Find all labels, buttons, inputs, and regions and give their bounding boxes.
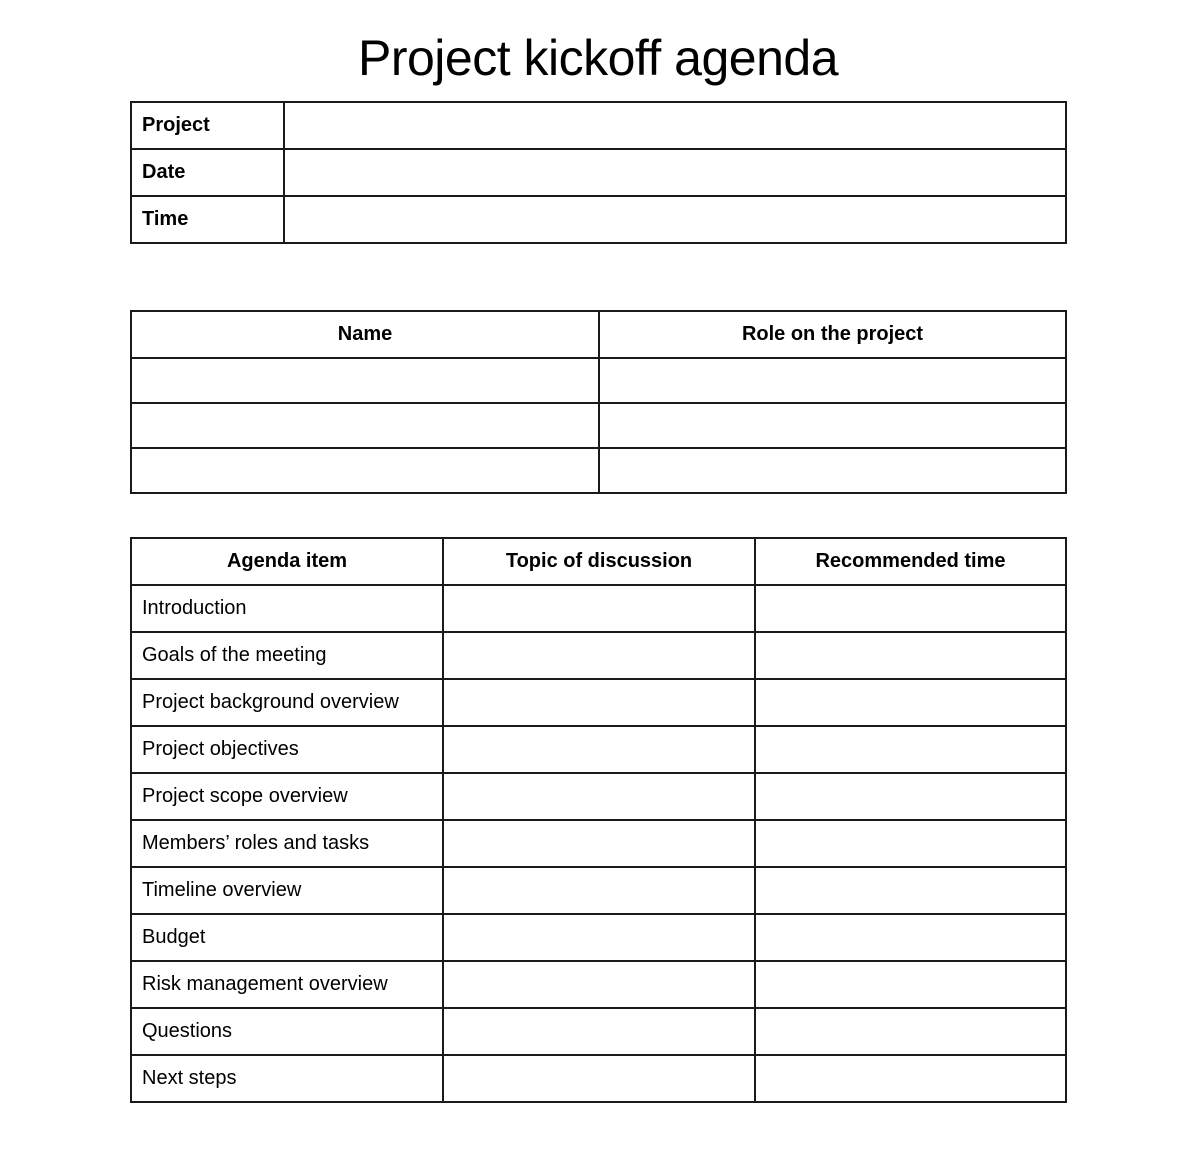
table-row [131, 961, 1066, 1008]
agenda-item-cell: Project background overview [131, 679, 443, 726]
agenda-item-cell: Goals of the meeting [131, 632, 443, 679]
time-cell[interactable] [755, 961, 1066, 1008]
time-cell[interactable] [755, 820, 1066, 867]
agenda-item-header: Agenda item [131, 538, 443, 585]
table-row [131, 585, 1066, 632]
table-header-row [131, 538, 1066, 585]
table-header-row [131, 311, 1066, 358]
table-row [131, 914, 1066, 961]
table-row [131, 679, 1066, 726]
agenda-item-cell: Budget [131, 914, 443, 961]
date-label: Date [131, 149, 284, 196]
time-cell[interactable] [755, 726, 1066, 773]
project-value-cell[interactable] [284, 102, 1066, 149]
time-cell[interactable] [755, 1008, 1066, 1055]
table-row [131, 820, 1066, 867]
time-cell[interactable] [755, 773, 1066, 820]
topic-cell[interactable] [443, 1008, 755, 1055]
time-cell[interactable] [755, 1055, 1066, 1102]
team-table [130, 310, 1067, 494]
date-value-cell[interactable] [284, 149, 1066, 196]
agenda-item-cell: Members’ roles and tasks [131, 820, 443, 867]
table-row [131, 448, 1066, 493]
agenda-item-cell: Project objectives [131, 726, 443, 773]
name-cell[interactable] [131, 448, 599, 493]
table-row [131, 1055, 1066, 1102]
time-cell[interactable] [755, 585, 1066, 632]
topic-cell[interactable] [443, 961, 755, 1008]
name-cell[interactable] [131, 358, 599, 403]
role-cell[interactable] [599, 403, 1066, 448]
agenda-item-cell: Risk management overview [131, 961, 443, 1008]
project-label: Project [131, 102, 284, 149]
time-cell[interactable] [755, 867, 1066, 914]
topic-cell[interactable] [443, 914, 755, 961]
topic-cell[interactable] [443, 585, 755, 632]
table-row [131, 403, 1066, 448]
agenda-item-cell: Project scope overview [131, 773, 443, 820]
role-cell[interactable] [599, 358, 1066, 403]
time-cell[interactable] [755, 679, 1066, 726]
table-row [131, 358, 1066, 403]
topic-cell[interactable] [443, 1055, 755, 1102]
recommended-time-header: Recommended time [755, 538, 1066, 585]
agenda-table [130, 537, 1067, 1103]
topic-cell[interactable] [443, 867, 755, 914]
table-row [131, 632, 1066, 679]
topic-cell[interactable] [443, 820, 755, 867]
agenda-item-cell: Questions [131, 1008, 443, 1055]
agenda-item-cell: Next steps [131, 1055, 443, 1102]
agenda-item-cell: Timeline overview [131, 867, 443, 914]
project-info-table [130, 101, 1067, 244]
table-row [131, 773, 1066, 820]
table-row [131, 867, 1066, 914]
time-value-cell[interactable] [284, 196, 1066, 243]
name-cell[interactable] [131, 403, 599, 448]
topic-cell[interactable] [443, 726, 755, 773]
page-title: Project kickoff agenda [357, 30, 839, 86]
topic-header: Topic of discussion [443, 538, 755, 585]
topic-cell[interactable] [443, 773, 755, 820]
time-cell[interactable] [755, 632, 1066, 679]
name-header: Name [131, 311, 599, 358]
table-row [131, 102, 1066, 149]
role-cell[interactable] [599, 448, 1066, 493]
topic-cell[interactable] [443, 632, 755, 679]
table-row [131, 1008, 1066, 1055]
table-row [131, 196, 1066, 243]
agenda-item-cell: Introduction [131, 585, 443, 632]
table-row [131, 726, 1066, 773]
time-label: Time [131, 196, 284, 243]
time-cell[interactable] [755, 914, 1066, 961]
table-row [131, 149, 1066, 196]
role-header: Role on the project [599, 311, 1066, 358]
topic-cell[interactable] [443, 679, 755, 726]
